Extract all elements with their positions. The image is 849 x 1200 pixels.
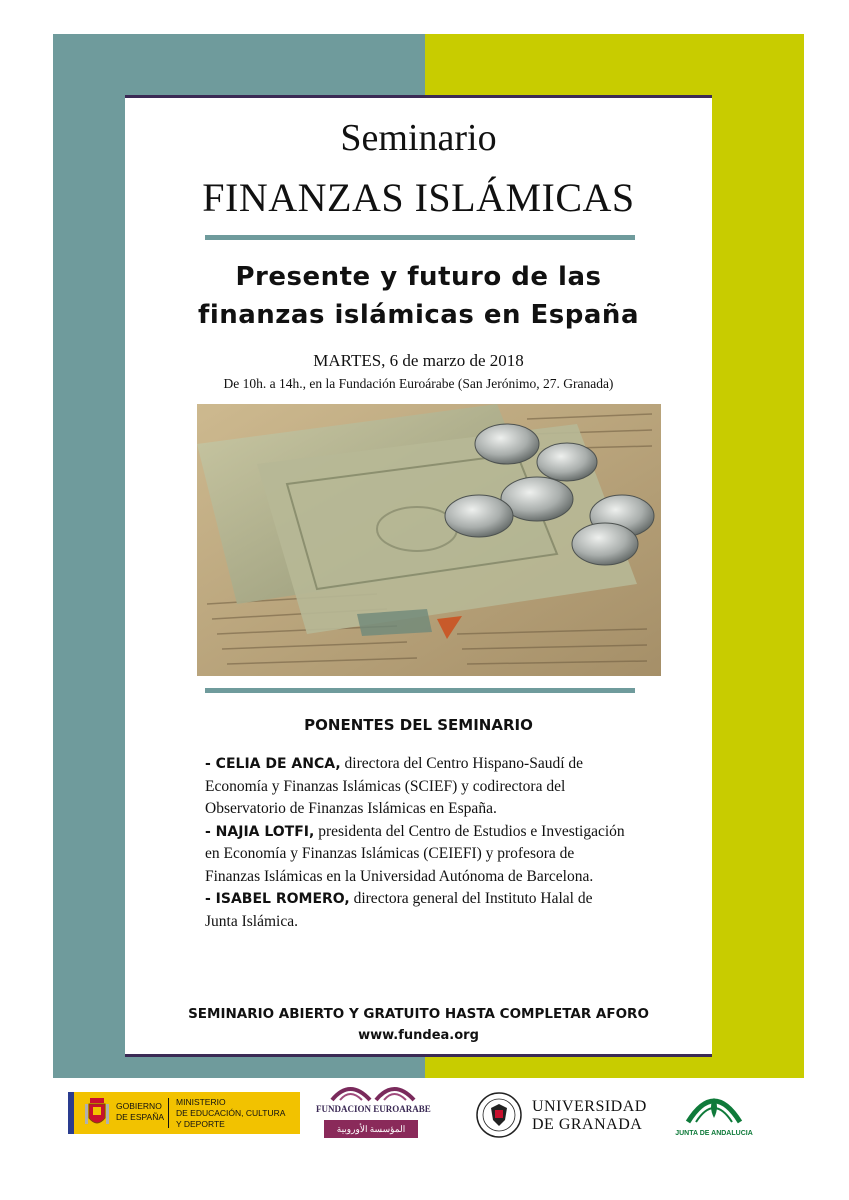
subtitle-line1: Presente y futuro de las xyxy=(235,262,602,292)
speaker-item xyxy=(205,888,625,933)
divider-bottom xyxy=(205,688,635,693)
ministerio-text xyxy=(176,1097,285,1130)
speaker-item xyxy=(205,821,625,889)
speaker-description: directora del Centro Hispano-Saudí de Economía y Finanzas Islámicas (SCIEF) y codirectora del Observatorio de Finanzas Islámicas en España. xyxy=(205,755,584,817)
fundacion-arabic-name: المؤسسة الأوروبية العربية xyxy=(324,1120,418,1138)
divider-top xyxy=(205,235,635,240)
poster-card xyxy=(125,95,712,1057)
ugr-text xyxy=(532,1098,647,1134)
speakers-list xyxy=(205,753,625,933)
header-line1: Seminario xyxy=(340,117,497,159)
ugr-line2: DE GRANADA xyxy=(532,1116,643,1133)
ministerio-line1: MINISTERIO xyxy=(176,1097,226,1107)
speaker-description: directora general del Instituto Halal de Junta Islámica. xyxy=(205,890,593,930)
ministerio-line3: Y DEPORTE xyxy=(176,1119,225,1129)
gobierno-text xyxy=(116,1101,164,1123)
gobierno-line1: GOBIERNO xyxy=(116,1101,162,1111)
subtitle xyxy=(125,258,712,334)
event-date: MARTES, 6 de marzo de 2018 xyxy=(313,351,524,370)
gobierno-ministerio-logo xyxy=(68,1092,298,1134)
speaker-name: - ISABEL ROMERO, xyxy=(205,891,350,907)
money-coins-newspaper-photo xyxy=(197,404,661,676)
fundacion-arches-icon xyxy=(328,1082,418,1102)
junta-arch-icon xyxy=(682,1080,746,1130)
ugr-line1: UNIVERSIDAD xyxy=(532,1098,647,1115)
fundacion-name: FUNDACION EUROARABE xyxy=(316,1104,431,1114)
header-line2: FINANZAS ISLÁMICAS xyxy=(202,175,635,220)
speaker-name: - CELIA DE ANCA, xyxy=(205,756,341,772)
ministerio-line2: DE EDUCACIÓN, CULTURA xyxy=(176,1108,286,1118)
speaker-name: - NAJIA LOTFI, xyxy=(205,823,315,840)
speaker-description: presidenta del Centro de Estudios e Investigación en Economía y Finanzas Islámicas (CEIEFI) y profesora de Finanzas Islámicas en la Universidad Autónoma de Barcelona. xyxy=(205,822,625,885)
speaker-item xyxy=(205,753,625,821)
subtitle-line2: finanzas islámicas en España xyxy=(198,300,639,330)
website-link[interactable]: www.fundea.org xyxy=(358,1028,479,1043)
coat-of-arms-icon xyxy=(84,1096,110,1130)
junta-text: JUNTA DE ANDALUCIA xyxy=(675,1130,753,1137)
ugr-seal-icon xyxy=(476,1090,522,1140)
junta-andalucia-logo xyxy=(672,1080,756,1146)
gobierno-line2: DE ESPAÑA xyxy=(116,1112,165,1122)
footer-notice: SEMINARIO ABIERTO Y GRATUITO HASTA COMPLETAR AFORO xyxy=(188,1006,649,1022)
event-venue: De 10h. a 14h., en la Fundación Euroárabe (San Jerónimo, 27. Granada) xyxy=(223,376,614,391)
universidad-granada-logo xyxy=(476,1090,656,1140)
fundacion-euroarabe-logo xyxy=(316,1082,431,1152)
logo-separator xyxy=(168,1098,169,1128)
speakers-heading: PONENTES DEL SEMINARIO xyxy=(304,716,533,734)
